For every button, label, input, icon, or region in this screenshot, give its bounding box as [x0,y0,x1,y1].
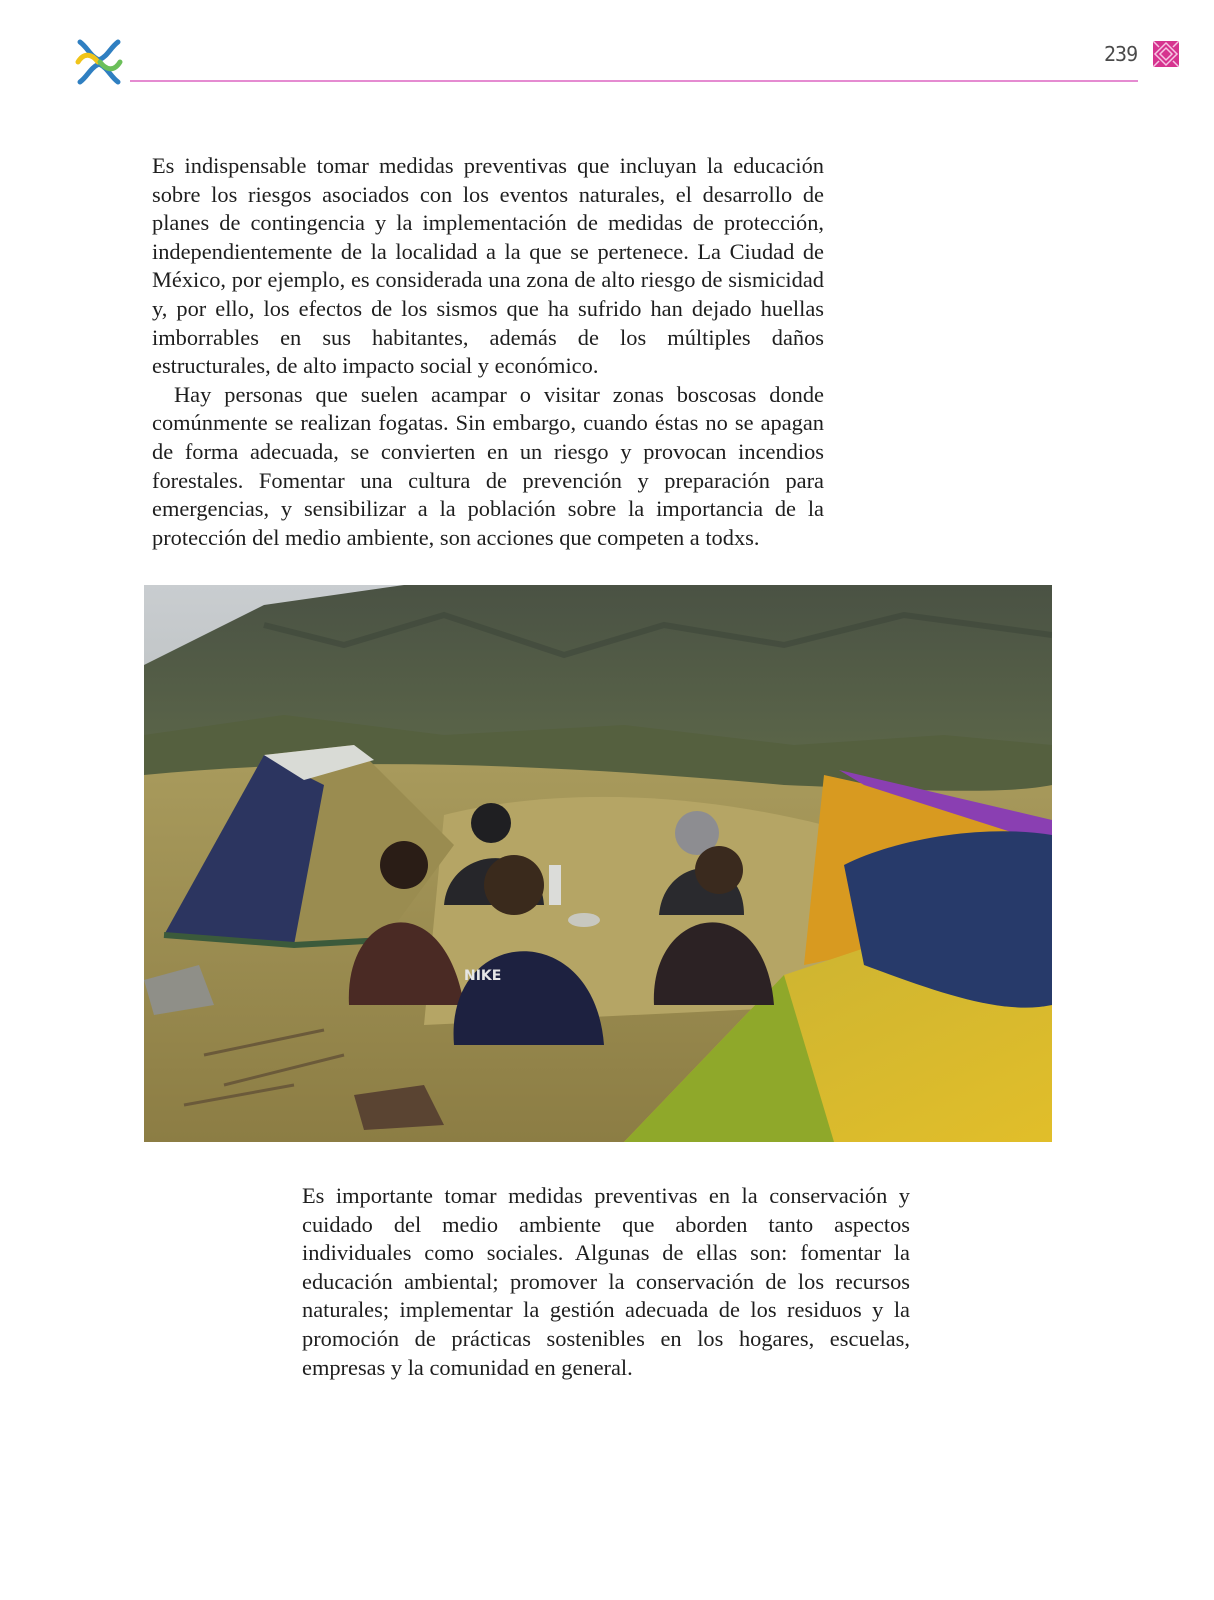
logo-icon [74,38,124,86]
photo-caption: Es importante tomar medidas preventivas en la conservación y cuidado del medio ambiente que aborden tanto aspectos individuales como sociales. Algunas de ellas son: fomentar la educación ambiental; promover la conservación de los recursos naturales; implementar la gestión adecuada de los residuos y la promoción de prácticas sostenibles en los hogares, escuelas, empresas y la comunidad en general. [302,1183,910,1380]
ornament-icon [1153,41,1179,67]
header-rule [130,80,1138,82]
paragraph-2: Hay personas que suelen acampar o visitar zonas boscosas donde comúnmente se realizan fogatas. Sin embargo, cuando éstas no se apagan de forma adecuada, se convierten en un riesgo y provocan incendios forestales. Fomentar una cultura de prevención y preparación para emergencias, y sensibilizar a la población sobre la importancia de la protección del medio ambiente, son acciones que competen a todxs. [152,381,824,550]
paragraph-1: Es indispensable tomar medidas preventivas que incluyan la educación sobre los riesgos asociados con los eventos naturales, el desarrollo de planes de contingencia y la implementación de medidas de protección, independientemente de la localidad a la que se pertenece. La Ciudad de México, por ejemplo, es considerada una zona de alto riesgo de sismicidad y, por ello, los efectos de los sismos que ha sufrido han dejado huellas imborrables en sus habitantes, además de los múltiples daños estructurales, de alto impacto social y económico. [152,153,824,379]
body-text [152,152,824,552]
page-number: 239 [1104,42,1138,66]
camping-photo [144,585,1052,1142]
sweatshirt-text: NIKE [464,968,502,984]
